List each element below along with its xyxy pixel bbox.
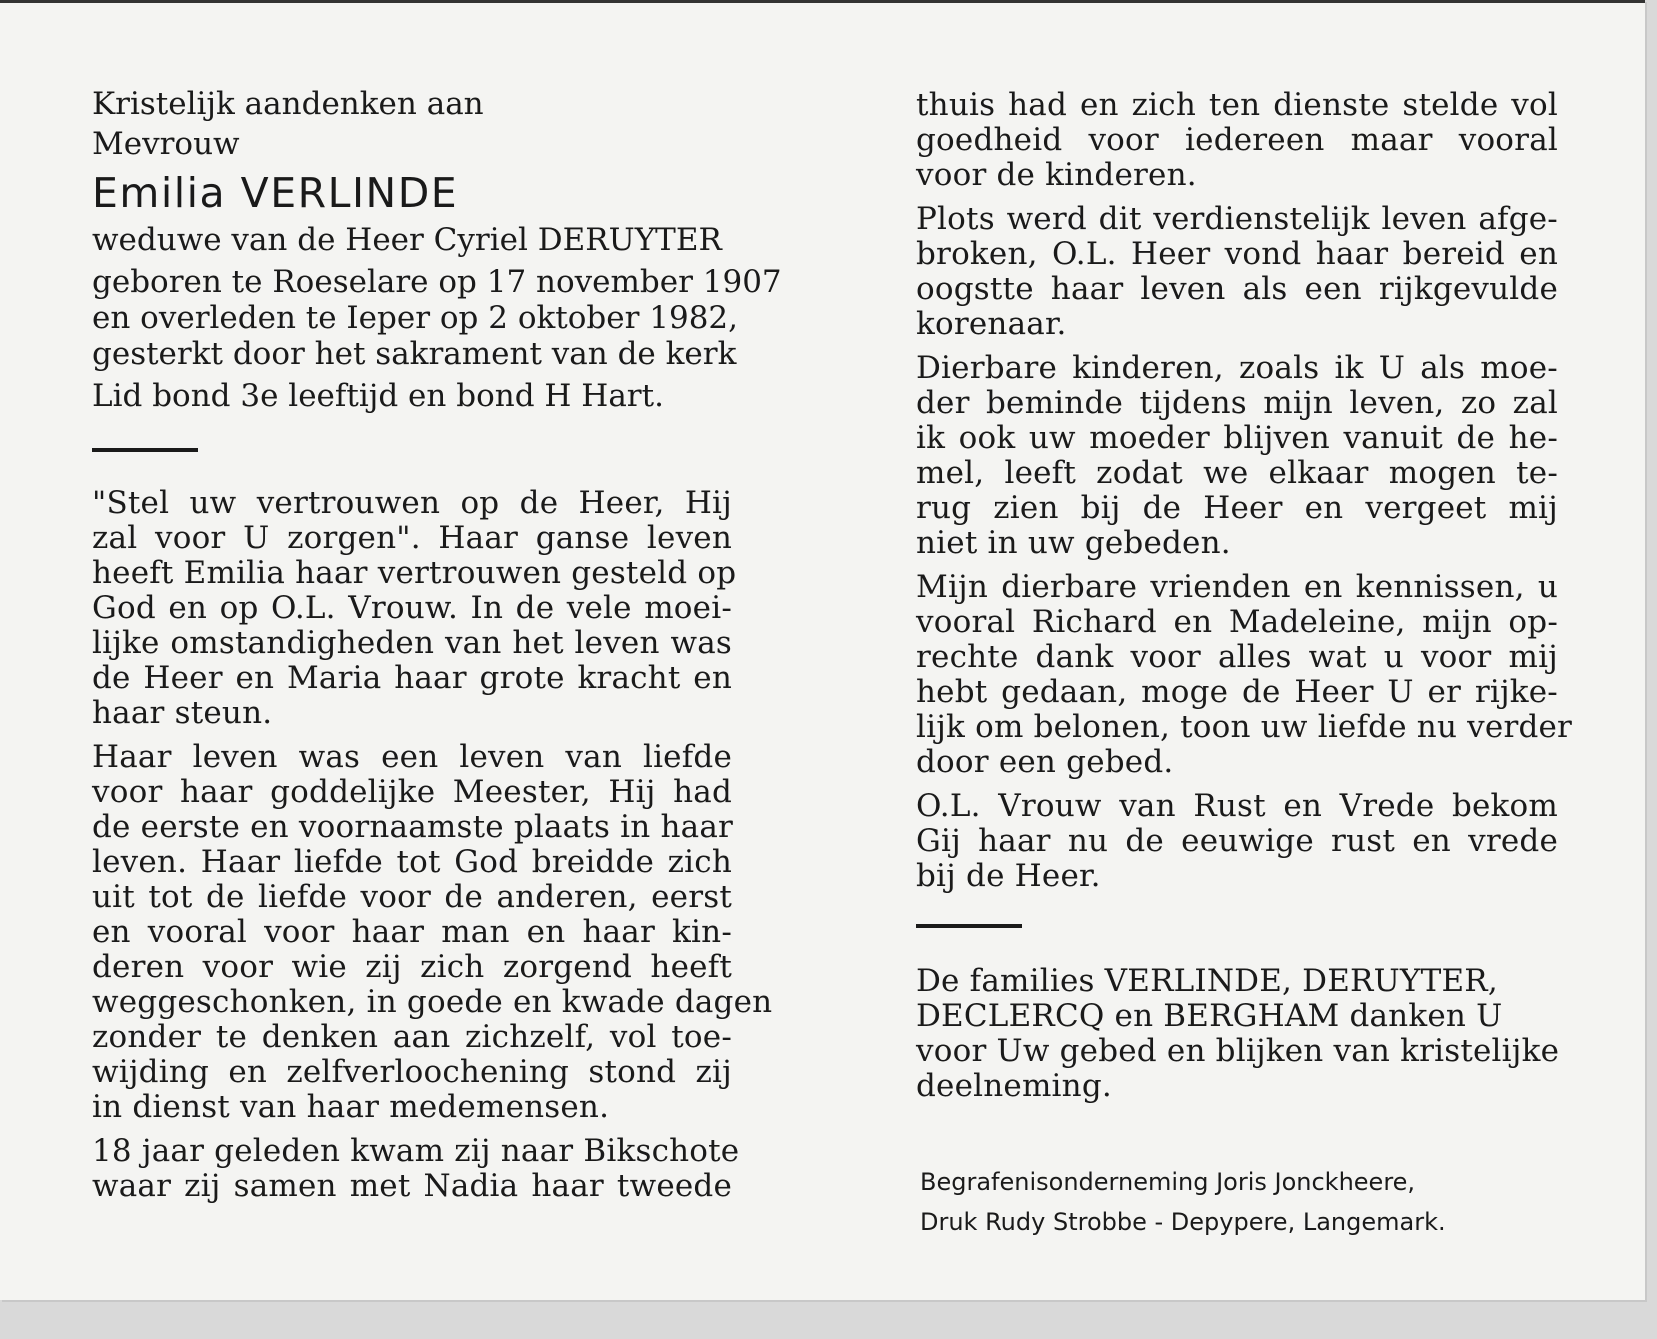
text-line: leven. Haar liefde tot God breidde zich [92, 844, 732, 880]
details-block [92, 222, 782, 414]
text-line: Mijn dierbare vrienden en kennissen, u [916, 569, 1558, 605]
divider-rule [916, 924, 1022, 928]
heading-kristelijk: Kristelijk aandenken aan [92, 86, 484, 122]
text-line: DECLERCQ en BERGHAM danken U [916, 998, 1503, 1034]
text-line: heeft Emilia haar vertrouwen gesteld op [92, 555, 737, 591]
text-line: haar steun. [92, 695, 273, 731]
text-line: lijk om belonen, toon uw liefde nu verder [916, 709, 1573, 745]
text-line: "Stel uw vertrouwen op de Heer, Hij [92, 485, 732, 521]
text-line: mel, leeft zodat we elkaar mogen te- [916, 455, 1558, 491]
text-line: hebt gedaan, moge de Heer U er rijke- [916, 674, 1558, 710]
text-line: goedheid voor iedereen maar vooral [916, 122, 1558, 158]
text-line: ik ook uw moeder blijven vanuit de he- [916, 420, 1558, 456]
paragraph-trust [92, 485, 737, 731]
text-line: wijding en zelfverloochening stond zij [92, 1054, 732, 1090]
text-line: zal voor U zorgen". Haar ganse leven [92, 520, 732, 556]
paragraph-vrouw [916, 789, 1558, 894]
detail-line: en overleden te Ieper op 2 oktober 1982, [92, 300, 739, 336]
text-line: niet in uw gebeden. [916, 525, 1231, 561]
text-line: uit tot de liefde voor de anderen, eerst [92, 879, 732, 915]
text-line: zonder te denken aan zichzelf, vol toe- [92, 1019, 732, 1055]
text-line: voor de kinderen. [916, 157, 1197, 193]
text-line: voor haar goddelijke Meester, Hij had [92, 774, 732, 810]
text-line: God en op O.L. Vrouw. In de vele moei- [92, 590, 732, 626]
deceased-name: Emilia VERLINDE [92, 169, 459, 217]
text-line: broken, O.L. Heer vond haar bereid en [916, 236, 1558, 272]
text-line: deelneming. [916, 1068, 1112, 1104]
text-line: voor Uw gebed en blijken van kristelijke [916, 1033, 1560, 1069]
text-line: O.L. Vrouw van Rust en Vrede bekom [916, 788, 1558, 824]
text-line: de Heer en Maria haar grote kracht en [92, 660, 732, 696]
paragraph-thuis [916, 88, 1558, 193]
text-line: weggeschonken, in goede en kwade dagen [92, 984, 773, 1020]
text-line: Haar leven was een leven van liefde [92, 739, 732, 775]
paragraph-kinderen [916, 351, 1558, 561]
right-column [916, 87, 1573, 1104]
paragraph-bikschote [92, 1133, 740, 1204]
text-line: Plots werd dit verdienstelijk leven afge- [916, 201, 1558, 237]
funeral-home-line: Begrafenisonderneming Joris Jonckheere, [920, 1168, 1416, 1196]
detail-line: weduwe van de Heer Cyriel DERUYTER [92, 222, 722, 258]
text-line: oogstte haar leven als een rijkgevulde [916, 271, 1558, 307]
divider-rule [92, 448, 198, 452]
paragraph-life [92, 739, 773, 1125]
text-line: Dierbare kinderen, zoals ik U als moe- [916, 350, 1558, 386]
text-line: korenaar. [916, 306, 1067, 342]
heading-mevrouw: Mevrouw [92, 126, 240, 162]
detail-line: Lid bond 3e leeftijd en bond H Hart. [92, 378, 664, 414]
text-line: Gij haar nu de eeuwige rust en vrede [916, 823, 1558, 859]
paragraph-vrienden [916, 569, 1573, 780]
paragraph-plots [916, 202, 1558, 342]
text-line: deren voor wie zij zich zorgend heeft [92, 949, 732, 985]
text-line: de eerste en voornaamste plaats in haar [92, 809, 734, 845]
text-line: vooral Richard en Madeleine, mijn op- [916, 604, 1558, 640]
text-line: der beminde tijdens mijn leven, zo zal [916, 385, 1558, 421]
text-line: thuis had en zich ten dienste stelde vol [916, 87, 1558, 123]
detail-line: gesterkt door het sakrament van de kerk [92, 336, 737, 372]
text-line: door een gebed. [916, 744, 1174, 780]
text-line: en vooral voor haar man en haar kin- [92, 914, 732, 950]
text-line: in dienst van haar medemensen. [92, 1089, 610, 1125]
top-edge [0, 0, 1645, 3]
printer-line: Druk Rudy Strobbe - Depypere, Langemark. [920, 1208, 1446, 1236]
text-line: waar zij samen met Nadia haar tweede [92, 1168, 732, 1204]
text-line: 18 jaar geleden kwam zij naar Bikschote [92, 1133, 740, 1169]
text-line: De families VERLINDE, DERUYTER, [916, 963, 1498, 999]
printer-footer [920, 1162, 1520, 1242]
thanks-block [916, 964, 1558, 1104]
text-line: bij de Heer. [916, 858, 1101, 894]
left-column [92, 86, 782, 1213]
text-line: rug zien bij de Heer en vergeet mij [916, 490, 1558, 526]
text-line: rechte dank voor alles wat u voor mij [916, 639, 1558, 675]
detail-line: geboren te Roeselare op 17 november 1907 [92, 264, 782, 300]
text-line: lijke omstandigheden van het leven was [92, 625, 732, 661]
